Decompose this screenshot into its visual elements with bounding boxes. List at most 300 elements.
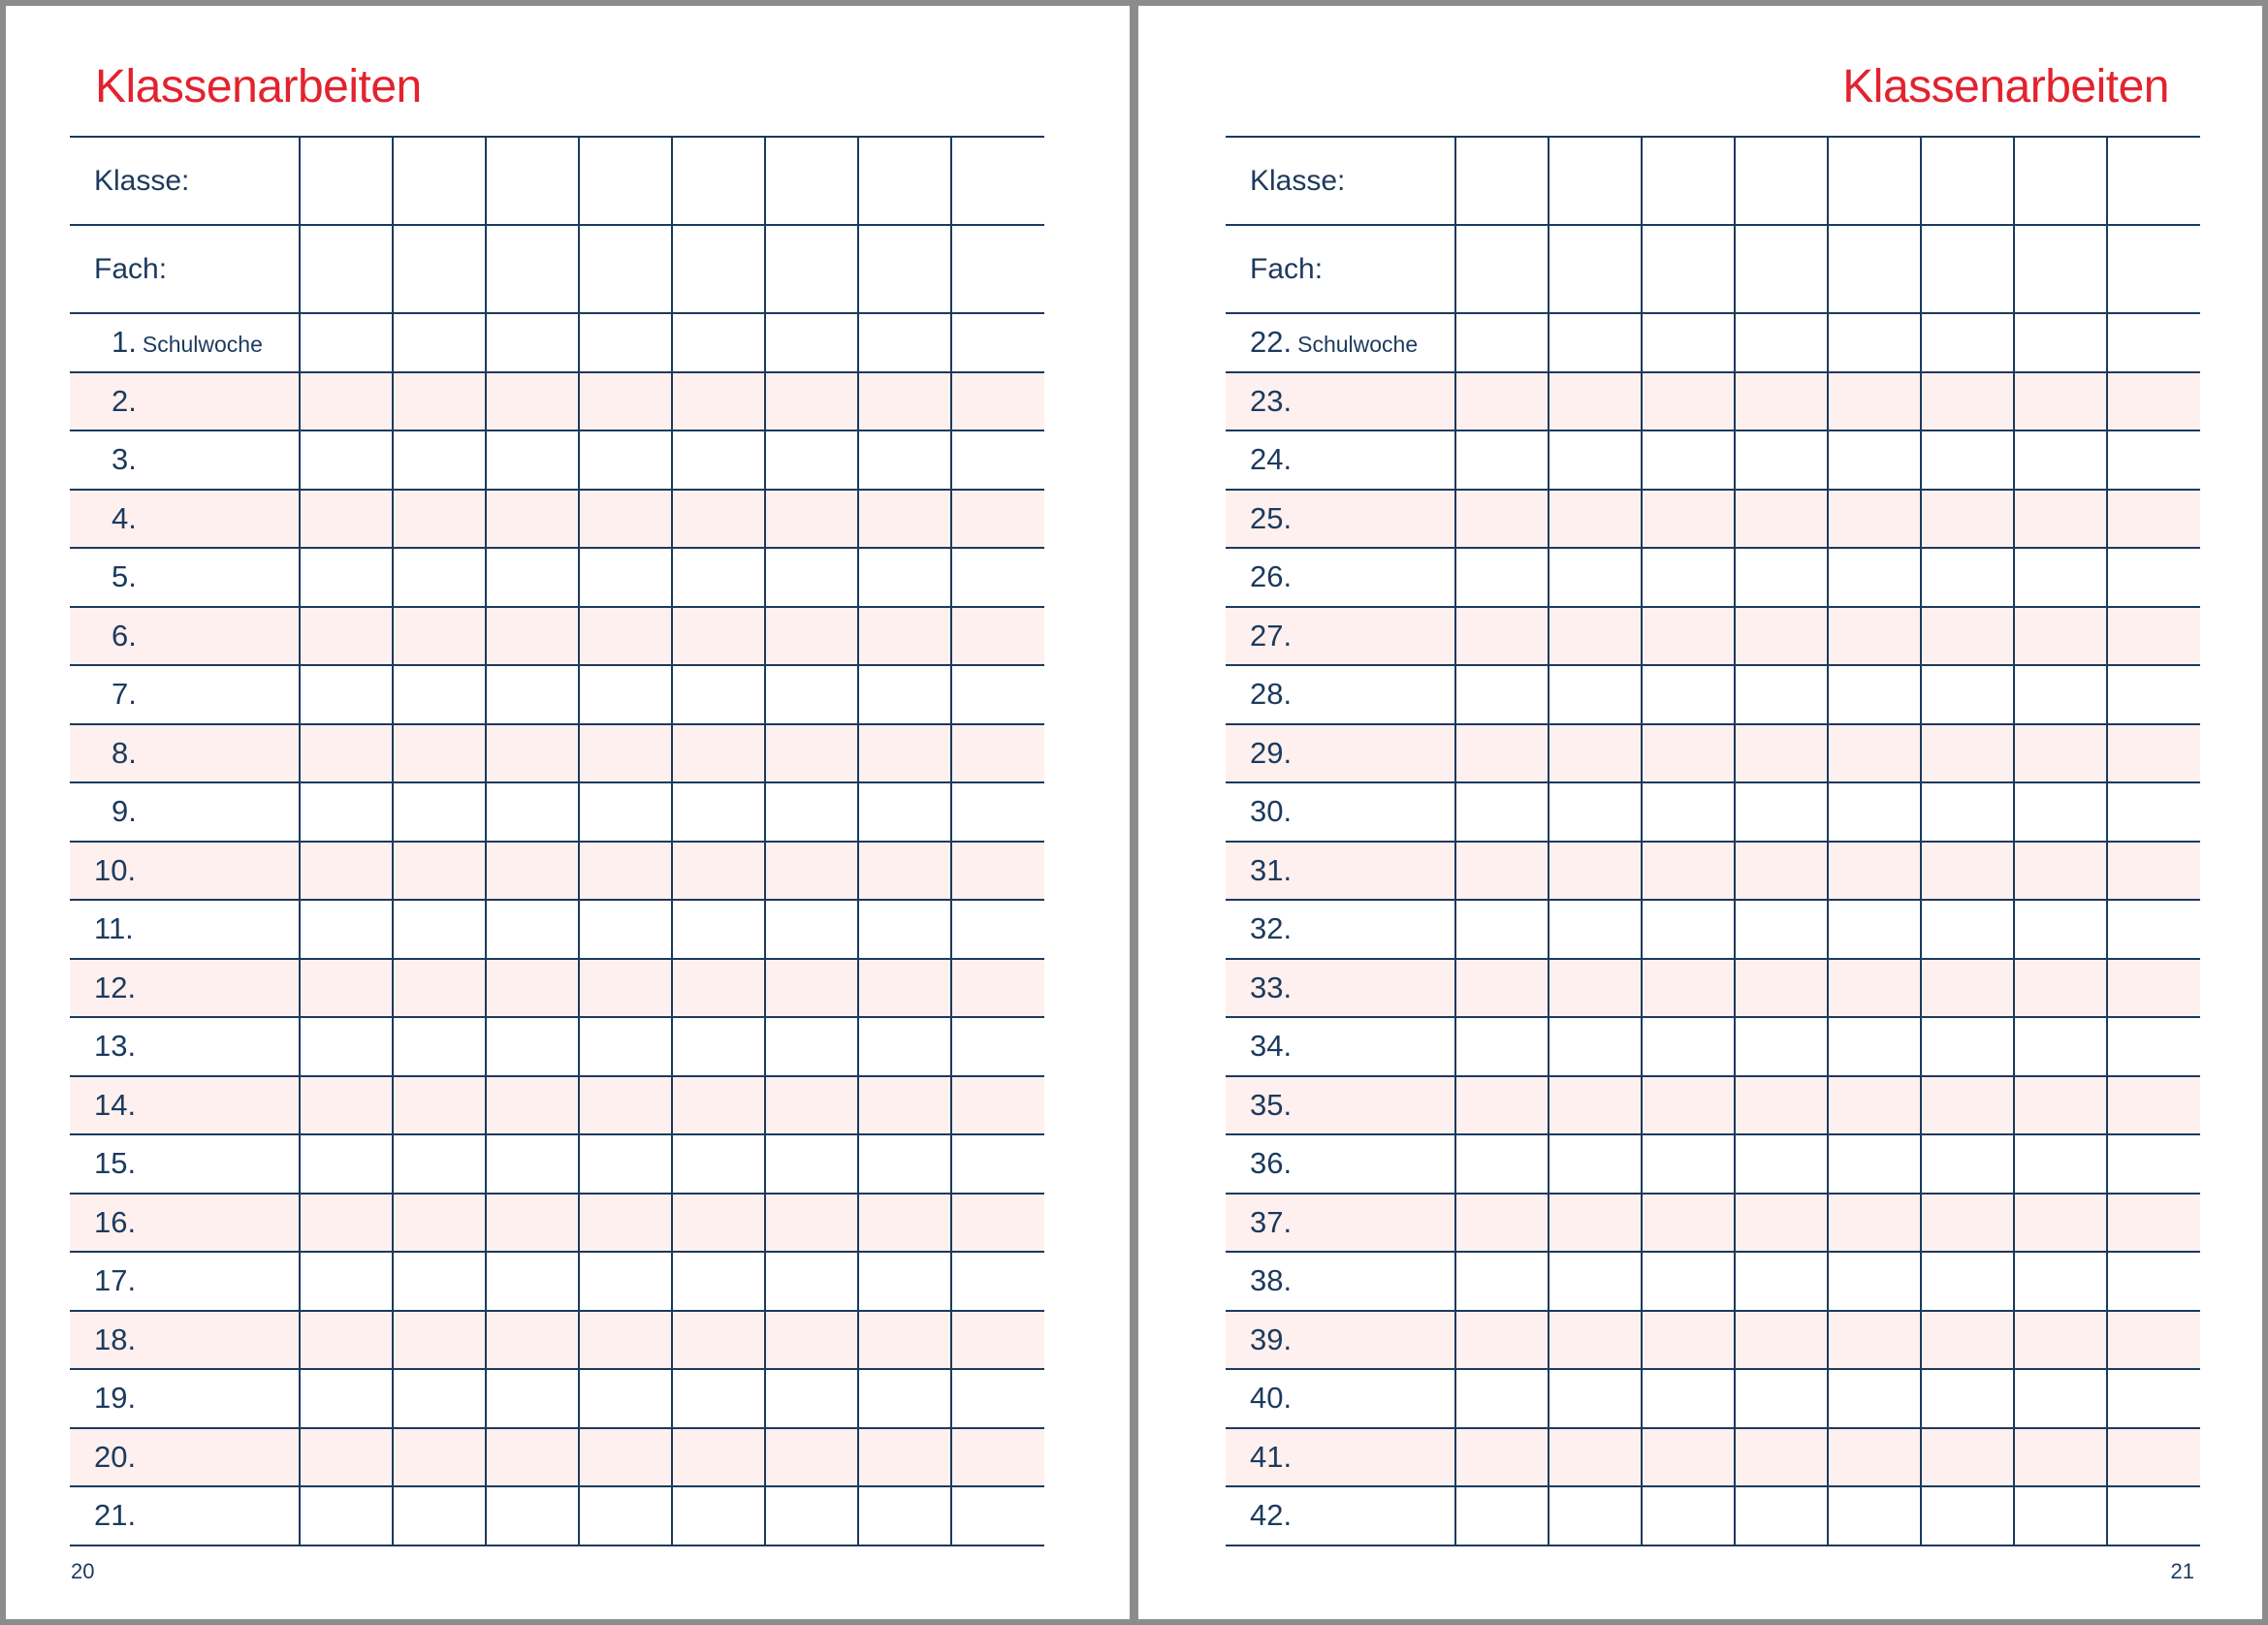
- entry-cell[interactable]: [1735, 1486, 1828, 1545]
- entry-cell[interactable]: [951, 665, 1044, 724]
- entry-cell[interactable]: [2107, 724, 2200, 783]
- entry-cell[interactable]: [486, 137, 579, 225]
- entry-cell[interactable]: [1549, 724, 1642, 783]
- entry-cell[interactable]: [1549, 1017, 1642, 1076]
- entry-cell[interactable]: [1549, 1369, 1642, 1428]
- entry-cell[interactable]: [2107, 1194, 2200, 1253]
- entry-cell[interactable]: [1735, 1076, 1828, 1135]
- entry-cell[interactable]: [1642, 1134, 1735, 1194]
- entry-cell[interactable]: [858, 225, 951, 313]
- entry-cell[interactable]: [858, 900, 951, 959]
- entry-cell[interactable]: [951, 1486, 1044, 1545]
- entry-cell[interactable]: [1549, 1311, 1642, 1370]
- entry-cell[interactable]: [1549, 372, 1642, 431]
- entry-cell[interactable]: [858, 724, 951, 783]
- entry-cell[interactable]: [1921, 490, 2014, 549]
- entry-cell[interactable]: [1642, 430, 1735, 490]
- entry-cell[interactable]: [579, 430, 672, 490]
- entry-cell[interactable]: [672, 1134, 765, 1194]
- entry-cell[interactable]: [1642, 1428, 1735, 1487]
- entry-cell[interactable]: [486, 1252, 579, 1311]
- entry-cell[interactable]: [393, 1428, 486, 1487]
- entry-cell[interactable]: [2014, 225, 2107, 313]
- entry-cell[interactable]: [1549, 1428, 1642, 1487]
- entry-cell[interactable]: [765, 1428, 858, 1487]
- entry-cell[interactable]: [300, 1017, 393, 1076]
- entry-cell[interactable]: [300, 1369, 393, 1428]
- entry-cell[interactable]: [1921, 1076, 2014, 1135]
- entry-cell[interactable]: [1549, 225, 1642, 313]
- entry-cell[interactable]: [1921, 1486, 2014, 1545]
- entry-cell[interactable]: [672, 430, 765, 490]
- entry-cell[interactable]: [393, 1017, 486, 1076]
- entry-cell[interactable]: [1735, 372, 1828, 431]
- entry-cell[interactable]: [858, 1311, 951, 1370]
- entry-cell[interactable]: [1642, 900, 1735, 959]
- entry-cell[interactable]: [1549, 900, 1642, 959]
- entry-cell[interactable]: [1828, 490, 1921, 549]
- entry-cell[interactable]: [2014, 1311, 2107, 1370]
- entry-cell[interactable]: [951, 724, 1044, 783]
- entry-cell[interactable]: [1828, 782, 1921, 842]
- entry-cell[interactable]: [486, 900, 579, 959]
- entry-cell[interactable]: [1735, 959, 1828, 1018]
- entry-cell[interactable]: [1828, 372, 1921, 431]
- entry-cell[interactable]: [2107, 1134, 2200, 1194]
- entry-cell[interactable]: [1735, 665, 1828, 724]
- entry-cell[interactable]: [1921, 137, 2014, 225]
- entry-cell[interactable]: [486, 1486, 579, 1545]
- entry-cell[interactable]: [765, 1017, 858, 1076]
- entry-cell[interactable]: [393, 313, 486, 372]
- entry-cell[interactable]: [1642, 490, 1735, 549]
- entry-cell[interactable]: [765, 842, 858, 901]
- entry-cell[interactable]: [393, 1486, 486, 1545]
- entry-cell[interactable]: [2014, 313, 2107, 372]
- entry-cell[interactable]: [1735, 1252, 1828, 1311]
- entry-cell[interactable]: [486, 490, 579, 549]
- entry-cell[interactable]: [858, 607, 951, 666]
- entry-cell[interactable]: [1549, 842, 1642, 901]
- entry-cell[interactable]: [858, 137, 951, 225]
- entry-cell[interactable]: [672, 1311, 765, 1370]
- entry-cell[interactable]: [2014, 1428, 2107, 1487]
- entry-cell[interactable]: [393, 430, 486, 490]
- entry-cell[interactable]: [1735, 1017, 1828, 1076]
- entry-cell[interactable]: [579, 1311, 672, 1370]
- entry-cell[interactable]: [1455, 1134, 1549, 1194]
- entry-cell[interactable]: [672, 1194, 765, 1253]
- entry-cell[interactable]: [672, 1486, 765, 1545]
- entry-cell[interactable]: [765, 1311, 858, 1370]
- entry-cell[interactable]: [672, 372, 765, 431]
- entry-cell[interactable]: [2107, 1017, 2200, 1076]
- entry-cell[interactable]: [765, 782, 858, 842]
- entry-cell[interactable]: [2014, 430, 2107, 490]
- entry-cell[interactable]: [300, 548, 393, 607]
- entry-cell[interactable]: [1921, 1194, 2014, 1253]
- entry-cell[interactable]: [1455, 430, 1549, 490]
- entry-cell[interactable]: [300, 900, 393, 959]
- entry-cell[interactable]: [1549, 430, 1642, 490]
- entry-cell[interactable]: [2014, 782, 2107, 842]
- entry-cell[interactable]: [1642, 665, 1735, 724]
- entry-cell[interactable]: [1921, 724, 2014, 783]
- entry-cell[interactable]: [486, 1369, 579, 1428]
- entry-cell[interactable]: [765, 313, 858, 372]
- entry-cell[interactable]: [672, 1428, 765, 1487]
- entry-cell[interactable]: [579, 1252, 672, 1311]
- entry-cell[interactable]: [765, 490, 858, 549]
- entry-cell[interactable]: [765, 959, 858, 1018]
- entry-cell[interactable]: [1828, 1486, 1921, 1545]
- entry-cell[interactable]: [2014, 607, 2107, 666]
- entry-cell[interactable]: [672, 137, 765, 225]
- entry-cell[interactable]: [1642, 1252, 1735, 1311]
- entry-cell[interactable]: [393, 724, 486, 783]
- entry-cell[interactable]: [1828, 1134, 1921, 1194]
- entry-cell[interactable]: [1549, 782, 1642, 842]
- entry-cell[interactable]: [1921, 607, 2014, 666]
- entry-cell[interactable]: [579, 607, 672, 666]
- entry-cell[interactable]: [2014, 490, 2107, 549]
- entry-cell[interactable]: [579, 1428, 672, 1487]
- entry-cell[interactable]: [672, 225, 765, 313]
- entry-cell[interactable]: [858, 1486, 951, 1545]
- entry-cell[interactable]: [1828, 607, 1921, 666]
- entry-cell[interactable]: [1549, 1076, 1642, 1135]
- entry-cell[interactable]: [2107, 372, 2200, 431]
- entry-cell[interactable]: [486, 225, 579, 313]
- entry-cell[interactable]: [2014, 724, 2107, 783]
- entry-cell[interactable]: [579, 225, 672, 313]
- entry-cell[interactable]: [672, 900, 765, 959]
- entry-cell[interactable]: [1642, 548, 1735, 607]
- entry-cell[interactable]: [486, 665, 579, 724]
- entry-cell[interactable]: [2014, 1076, 2107, 1135]
- entry-cell[interactable]: [2107, 782, 2200, 842]
- entry-cell[interactable]: [300, 782, 393, 842]
- entry-cell[interactable]: [1455, 1194, 1549, 1253]
- entry-cell[interactable]: [486, 1311, 579, 1370]
- entry-cell[interactable]: [300, 1311, 393, 1370]
- entry-cell[interactable]: [858, 1134, 951, 1194]
- entry-cell[interactable]: [1921, 430, 2014, 490]
- entry-cell[interactable]: [1455, 607, 1549, 666]
- entry-cell[interactable]: [1455, 1428, 1549, 1487]
- entry-cell[interactable]: [2107, 225, 2200, 313]
- entry-cell[interactable]: [1642, 1017, 1735, 1076]
- entry-cell[interactable]: [1921, 225, 2014, 313]
- entry-cell[interactable]: [393, 1076, 486, 1135]
- entry-cell[interactable]: [393, 1134, 486, 1194]
- entry-cell[interactable]: [1642, 607, 1735, 666]
- entry-cell[interactable]: [672, 842, 765, 901]
- entry-cell[interactable]: [300, 137, 393, 225]
- entry-cell[interactable]: [393, 665, 486, 724]
- entry-cell[interactable]: [672, 1252, 765, 1311]
- entry-cell[interactable]: [1455, 372, 1549, 431]
- entry-cell[interactable]: [672, 665, 765, 724]
- entry-cell[interactable]: [1828, 137, 1921, 225]
- entry-cell[interactable]: [672, 1076, 765, 1135]
- entry-cell[interactable]: [1455, 1076, 1549, 1135]
- entry-cell[interactable]: [1921, 665, 2014, 724]
- entry-cell[interactable]: [2014, 1252, 2107, 1311]
- entry-cell[interactable]: [300, 225, 393, 313]
- entry-cell[interactable]: [1828, 1428, 1921, 1487]
- entry-cell[interactable]: [579, 1194, 672, 1253]
- entry-cell[interactable]: [672, 959, 765, 1018]
- entry-cell[interactable]: [2107, 959, 2200, 1018]
- entry-cell[interactable]: [951, 959, 1044, 1018]
- entry-cell[interactable]: [579, 1134, 672, 1194]
- entry-cell[interactable]: [1549, 548, 1642, 607]
- entry-cell[interactable]: [300, 1486, 393, 1545]
- entry-cell[interactable]: [1549, 490, 1642, 549]
- entry-cell[interactable]: [951, 313, 1044, 372]
- entry-cell[interactable]: [1921, 1428, 2014, 1487]
- entry-cell[interactable]: [1921, 1369, 2014, 1428]
- entry-cell[interactable]: [858, 1369, 951, 1428]
- entry-cell[interactable]: [2014, 959, 2107, 1018]
- entry-cell[interactable]: [1455, 1017, 1549, 1076]
- entry-cell[interactable]: [579, 665, 672, 724]
- entry-cell[interactable]: [1455, 1369, 1549, 1428]
- entry-cell[interactable]: [2014, 1134, 2107, 1194]
- entry-cell[interactable]: [2107, 430, 2200, 490]
- entry-cell[interactable]: [2107, 607, 2200, 666]
- entry-cell[interactable]: [486, 430, 579, 490]
- entry-cell[interactable]: [951, 1252, 1044, 1311]
- entry-cell[interactable]: [2107, 137, 2200, 225]
- entry-cell[interactable]: [858, 842, 951, 901]
- entry-cell[interactable]: [2014, 900, 2107, 959]
- entry-cell[interactable]: [1828, 665, 1921, 724]
- entry-cell[interactable]: [672, 313, 765, 372]
- entry-cell[interactable]: [765, 607, 858, 666]
- entry-cell[interactable]: [765, 548, 858, 607]
- entry-cell[interactable]: [2014, 548, 2107, 607]
- entry-cell[interactable]: [1642, 372, 1735, 431]
- entry-cell[interactable]: [1735, 1428, 1828, 1487]
- entry-cell[interactable]: [2014, 665, 2107, 724]
- entry-cell[interactable]: [672, 782, 765, 842]
- entry-cell[interactable]: [858, 665, 951, 724]
- entry-cell[interactable]: [858, 1194, 951, 1253]
- entry-cell[interactable]: [1455, 1486, 1549, 1545]
- entry-cell[interactable]: [579, 1486, 672, 1545]
- entry-cell[interactable]: [1455, 548, 1549, 607]
- entry-cell[interactable]: [393, 782, 486, 842]
- entry-cell[interactable]: [579, 842, 672, 901]
- entry-cell[interactable]: [393, 548, 486, 607]
- entry-cell[interactable]: [1921, 313, 2014, 372]
- entry-cell[interactable]: [2014, 1017, 2107, 1076]
- entry-cell[interactable]: [1921, 900, 2014, 959]
- entry-cell[interactable]: [1549, 959, 1642, 1018]
- entry-cell[interactable]: [951, 607, 1044, 666]
- entry-cell[interactable]: [486, 959, 579, 1018]
- entry-cell[interactable]: [2107, 1428, 2200, 1487]
- entry-cell[interactable]: [765, 900, 858, 959]
- entry-cell[interactable]: [393, 1194, 486, 1253]
- entry-cell[interactable]: [1735, 313, 1828, 372]
- entry-cell[interactable]: [765, 1194, 858, 1253]
- entry-cell[interactable]: [765, 1486, 858, 1545]
- entry-cell[interactable]: [672, 1017, 765, 1076]
- entry-cell[interactable]: [393, 1311, 486, 1370]
- entry-cell[interactable]: [486, 548, 579, 607]
- entry-cell[interactable]: [300, 1134, 393, 1194]
- entry-cell[interactable]: [951, 1076, 1044, 1135]
- entry-cell[interactable]: [1642, 1486, 1735, 1545]
- entry-cell[interactable]: [1921, 372, 2014, 431]
- entry-cell[interactable]: [486, 1076, 579, 1135]
- entry-cell[interactable]: [1455, 665, 1549, 724]
- entry-cell[interactable]: [1735, 225, 1828, 313]
- entry-cell[interactable]: [1921, 782, 2014, 842]
- entry-cell[interactable]: [393, 842, 486, 901]
- entry-cell[interactable]: [579, 782, 672, 842]
- entry-cell[interactable]: [300, 1428, 393, 1487]
- entry-cell[interactable]: [951, 1311, 1044, 1370]
- entry-cell[interactable]: [1642, 724, 1735, 783]
- entry-cell[interactable]: [1549, 1252, 1642, 1311]
- entry-cell[interactable]: [300, 1252, 393, 1311]
- entry-cell[interactable]: [1828, 225, 1921, 313]
- entry-cell[interactable]: [1828, 842, 1921, 901]
- entry-cell[interactable]: [765, 665, 858, 724]
- entry-cell[interactable]: [951, 1369, 1044, 1428]
- entry-cell[interactable]: [951, 1428, 1044, 1487]
- entry-cell[interactable]: [1735, 607, 1828, 666]
- entry-cell[interactable]: [393, 1369, 486, 1428]
- entry-cell[interactable]: [951, 842, 1044, 901]
- entry-cell[interactable]: [1735, 900, 1828, 959]
- entry-cell[interactable]: [1549, 665, 1642, 724]
- entry-cell[interactable]: [1455, 137, 1549, 225]
- entry-cell[interactable]: [1455, 313, 1549, 372]
- entry-cell[interactable]: [858, 490, 951, 549]
- entry-cell[interactable]: [1642, 1369, 1735, 1428]
- entry-cell[interactable]: [1455, 900, 1549, 959]
- entry-cell[interactable]: [579, 1017, 672, 1076]
- entry-cell[interactable]: [765, 724, 858, 783]
- entry-cell[interactable]: [951, 900, 1044, 959]
- entry-cell[interactable]: [486, 607, 579, 666]
- entry-cell[interactable]: [1921, 1017, 2014, 1076]
- entry-cell[interactable]: [2014, 1369, 2107, 1428]
- entry-cell[interactable]: [1828, 1311, 1921, 1370]
- entry-cell[interactable]: [951, 372, 1044, 431]
- entry-cell[interactable]: [2107, 900, 2200, 959]
- entry-cell[interactable]: [1735, 490, 1828, 549]
- entry-cell[interactable]: [1455, 490, 1549, 549]
- entry-cell[interactable]: [486, 1017, 579, 1076]
- entry-cell[interactable]: [2107, 1311, 2200, 1370]
- entry-cell[interactable]: [1921, 842, 2014, 901]
- entry-cell[interactable]: [2107, 665, 2200, 724]
- entry-cell[interactable]: [1549, 137, 1642, 225]
- entry-cell[interactable]: [672, 548, 765, 607]
- entry-cell[interactable]: [1642, 1311, 1735, 1370]
- entry-cell[interactable]: [486, 372, 579, 431]
- entry-cell[interactable]: [1549, 607, 1642, 666]
- entry-cell[interactable]: [579, 1369, 672, 1428]
- entry-cell[interactable]: [1455, 225, 1549, 313]
- entry-cell[interactable]: [2107, 1076, 2200, 1135]
- entry-cell[interactable]: [1642, 842, 1735, 901]
- entry-cell[interactable]: [1735, 1369, 1828, 1428]
- entry-cell[interactable]: [1828, 1076, 1921, 1135]
- entry-cell[interactable]: [393, 1252, 486, 1311]
- entry-cell[interactable]: [2014, 1194, 2107, 1253]
- entry-cell[interactable]: [672, 724, 765, 783]
- entry-cell[interactable]: [1642, 959, 1735, 1018]
- entry-cell[interactable]: [2107, 490, 2200, 549]
- entry-cell[interactable]: [579, 1076, 672, 1135]
- entry-cell[interactable]: [579, 900, 672, 959]
- entry-cell[interactable]: [1828, 313, 1921, 372]
- entry-cell[interactable]: [1828, 1017, 1921, 1076]
- entry-cell[interactable]: [1828, 959, 1921, 1018]
- entry-cell[interactable]: [1642, 1076, 1735, 1135]
- entry-cell[interactable]: [765, 430, 858, 490]
- entry-cell[interactable]: [393, 225, 486, 313]
- entry-cell[interactable]: [486, 313, 579, 372]
- entry-cell[interactable]: [2107, 1252, 2200, 1311]
- entry-cell[interactable]: [579, 490, 672, 549]
- entry-cell[interactable]: [300, 665, 393, 724]
- entry-cell[interactable]: [858, 1076, 951, 1135]
- entry-cell[interactable]: [2107, 1486, 2200, 1545]
- entry-cell[interactable]: [300, 1076, 393, 1135]
- entry-cell[interactable]: [1455, 959, 1549, 1018]
- entry-cell[interactable]: [672, 607, 765, 666]
- entry-cell[interactable]: [300, 724, 393, 783]
- entry-cell[interactable]: [1642, 225, 1735, 313]
- entry-cell[interactable]: [579, 313, 672, 372]
- entry-cell[interactable]: [393, 490, 486, 549]
- entry-cell[interactable]: [765, 1076, 858, 1135]
- entry-cell[interactable]: [1735, 430, 1828, 490]
- entry-cell[interactable]: [951, 782, 1044, 842]
- entry-cell[interactable]: [1828, 1369, 1921, 1428]
- entry-cell[interactable]: [486, 842, 579, 901]
- entry-cell[interactable]: [1735, 724, 1828, 783]
- entry-cell[interactable]: [300, 490, 393, 549]
- entry-cell[interactable]: [1921, 548, 2014, 607]
- entry-cell[interactable]: [579, 372, 672, 431]
- entry-cell[interactable]: [1455, 724, 1549, 783]
- entry-cell[interactable]: [1455, 842, 1549, 901]
- entry-cell[interactable]: [951, 1134, 1044, 1194]
- entry-cell[interactable]: [2014, 372, 2107, 431]
- entry-cell[interactable]: [951, 430, 1044, 490]
- entry-cell[interactable]: [300, 607, 393, 666]
- entry-cell[interactable]: [1642, 313, 1735, 372]
- entry-cell[interactable]: [1921, 1311, 2014, 1370]
- entry-cell[interactable]: [1455, 1252, 1549, 1311]
- entry-cell[interactable]: [1735, 842, 1828, 901]
- entry-cell[interactable]: [300, 959, 393, 1018]
- entry-cell[interactable]: [1828, 1194, 1921, 1253]
- entry-cell[interactable]: [2107, 1369, 2200, 1428]
- entry-cell[interactable]: [579, 959, 672, 1018]
- entry-cell[interactable]: [1642, 1194, 1735, 1253]
- entry-cell[interactable]: [1642, 137, 1735, 225]
